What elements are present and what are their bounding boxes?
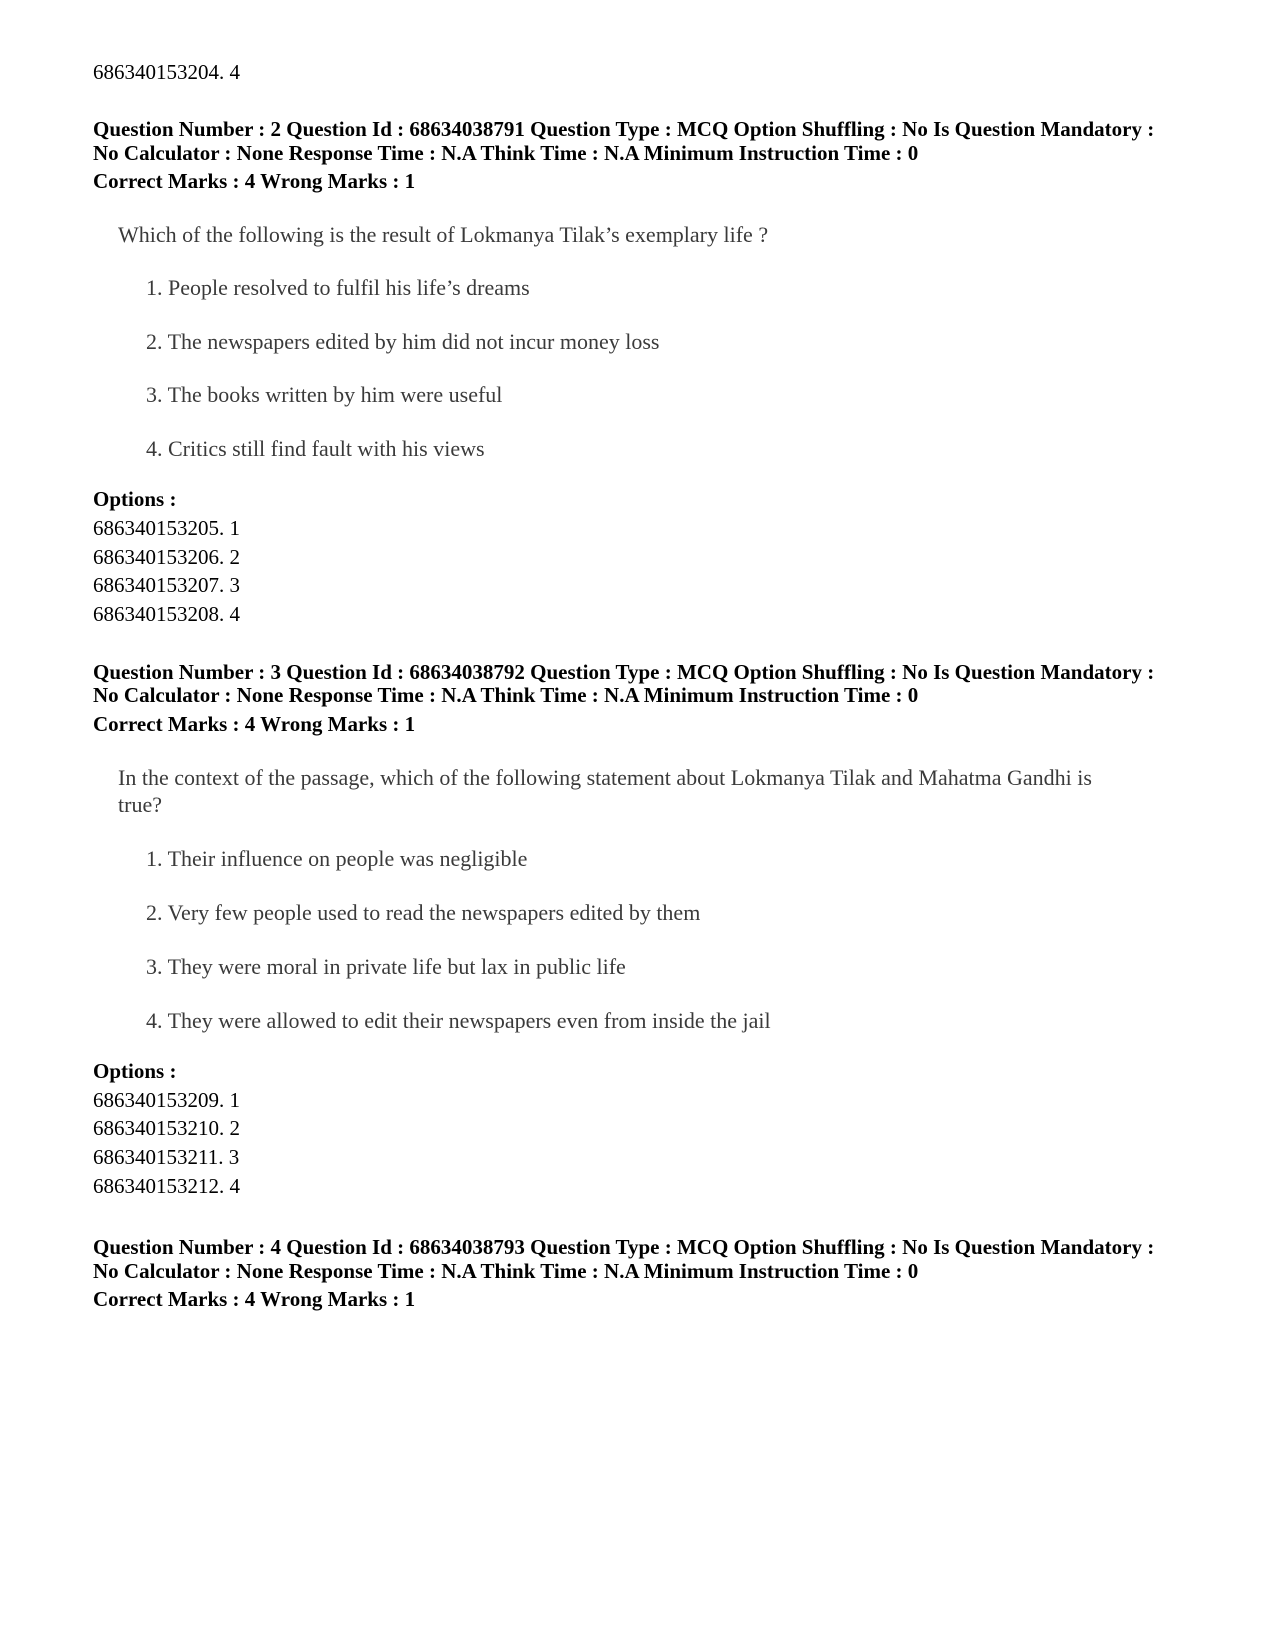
- question-marks: Correct Marks : 4 Wrong Marks : 1: [93, 1287, 416, 1311]
- option-line: 686340153209. 1: [93, 1088, 240, 1112]
- question-meta: Question Number : 4 Question Id : 68634038793 Question Type : MCQ Option Shuffling : No Is Question Mandatory :: [93, 1235, 1155, 1259]
- question-meta: No Calculator : None Response Time : N.A Think Time : N.A Minimum Instruction Time : 0: [93, 141, 919, 165]
- answer-choice: 3. They were moral in private life but lax in public life: [146, 954, 626, 979]
- option-line: 686340153208. 4: [93, 602, 240, 626]
- question-meta: No Calculator : None Response Time : N.A Think Time : N.A Minimum Instruction Time : 0: [93, 1259, 919, 1283]
- answer-choice: 4. Critics still find fault with his views: [146, 436, 485, 461]
- option-line: 686340153207. 3: [93, 573, 240, 597]
- question-text: true?: [118, 792, 162, 817]
- answer-choice: 1. People resolved to fulfil his life’s dreams: [146, 275, 530, 300]
- option-line: 686340153204. 4: [93, 60, 240, 84]
- option-line: 686340153205. 1: [93, 516, 240, 540]
- question-meta: Question Number : 2 Question Id : 68634038791 Question Type : MCQ Option Shuffling : No Is Question Mandatory :: [93, 117, 1155, 141]
- option-line: 686340153211. 3: [93, 1145, 240, 1169]
- option-line: 686340153212. 4: [93, 1174, 240, 1198]
- option-line: 686340153206. 2: [93, 545, 240, 569]
- question-marks: Correct Marks : 4 Wrong Marks : 1: [93, 169, 416, 193]
- question-marks: Correct Marks : 4 Wrong Marks : 1: [93, 712, 416, 736]
- question-text: Which of the following is the result of Lokmanya Tilak’s exemplary life ?: [118, 222, 769, 247]
- question-meta: Question Number : 3 Question Id : 68634038792 Question Type : MCQ Option Shuffling : No Is Question Mandatory :: [93, 660, 1155, 684]
- answer-choice: 2. The newspapers edited by him did not incur money loss: [146, 329, 660, 354]
- answer-choice: 2. Very few people used to read the newspapers edited by them: [146, 900, 701, 925]
- question-text: In the context of the passage, which of the following statement about Lokmanya Tilak and Mahatma Gandhi is: [118, 765, 1092, 790]
- answer-choice: 1. Their influence on people was negligible: [146, 846, 528, 871]
- answer-choice: 4. They were allowed to edit their newspapers even from inside the jail: [146, 1008, 771, 1033]
- answer-choice: 3. The books written by him were useful: [146, 382, 503, 407]
- option-line: 686340153210. 2: [93, 1116, 240, 1140]
- question-meta: No Calculator : None Response Time : N.A Think Time : N.A Minimum Instruction Time : 0: [93, 683, 919, 707]
- options-label: Options :: [93, 1059, 177, 1083]
- options-label: Options :: [93, 487, 177, 511]
